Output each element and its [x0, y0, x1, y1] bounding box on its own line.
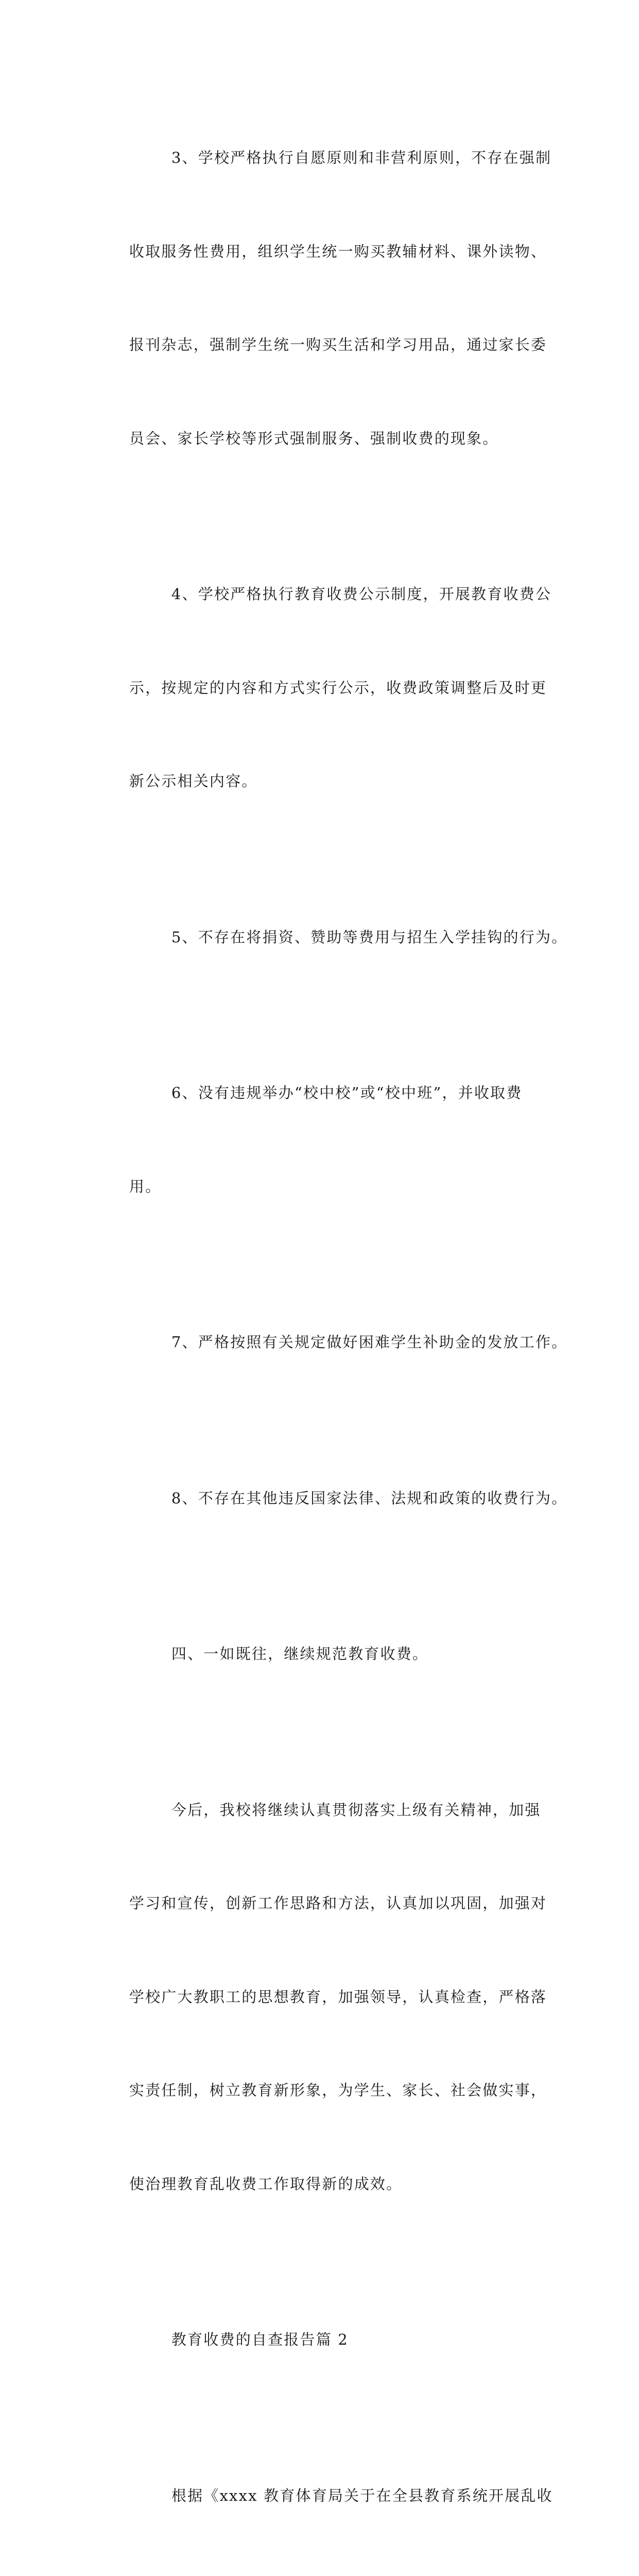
text-line: 4、学校严格执行教育收费公示制度，开展教育收费公	[98, 579, 551, 610]
text-line: 5、不存在将捐资、赞助等费用与招生入学挂钩的行为。	[98, 922, 551, 953]
paragraph-item-3	[98, 80, 551, 516]
paragraph-item-5	[98, 859, 551, 1015]
report-title-2	[98, 2262, 551, 2418]
text-line: 收取服务性费用，组织学生统一购买教辅材料、课外读物、	[98, 236, 551, 267]
text-line: 员会、家长学校等形式强制服务、强制收费的现象。	[98, 423, 551, 454]
paragraph-item-7	[98, 1264, 551, 1420]
text-line: 示，按规定的内容和方式实行公示，收费政策调整后及时更	[98, 672, 551, 704]
section-heading-4	[98, 1576, 551, 1732]
text-line: 用。	[98, 1171, 551, 1202]
paragraph-conclusion	[98, 1732, 551, 2262]
text-line: 使治理教育乱收费工作取得新的成效。	[98, 2168, 551, 2200]
text-line: 学习和宣传，创新工作思路和方法，认真加以巩固，加强对	[98, 1888, 551, 1919]
text-line: 四、一如既往，继续规范教育收费。	[98, 1638, 551, 1670]
text-line: 3、学校严格执行自愿原则和非营利原则，不存在强制	[98, 142, 551, 174]
text-line: 7、严格按照有关规定做好困难学生补助金的发放工作。	[98, 1327, 551, 1358]
text-line: 报刊杂志，强制学生统一购买生活和学习用品，通过家长委	[98, 329, 551, 361]
text-line: 教育收费的自查报告篇 2	[98, 2324, 551, 2355]
text-line: 根据《xxxx 教育体育局关于在全县教育系统开展乱收	[98, 2480, 551, 2512]
paragraph-item-4	[98, 516, 551, 859]
text-line: 学校广大教职工的思想教育，加强领导，认真检查，严格落	[98, 1981, 551, 2013]
text-line: 6、没有违规举办“校中校”或“校中班”，并收取费	[98, 1077, 551, 1109]
paragraph-item-6	[98, 1015, 551, 1264]
text-line	[98, 2573, 551, 2576]
text-line: 实责任制，树立教育新形象，为学生、家长、社会做实事，	[98, 2075, 551, 2106]
text-line: 新公示相关内容。	[98, 766, 551, 797]
paragraph-item-8	[98, 1420, 551, 1577]
paragraph-report-2-intro	[98, 2418, 551, 2576]
document-body	[98, 80, 551, 2576]
text-line: 今后，我校将继续认真贯彻落实上级有关精神，加强	[98, 1794, 551, 1826]
text-line: 8、不存在其他违反国家法律、法规和政策的收费行为。	[98, 1483, 551, 1514]
